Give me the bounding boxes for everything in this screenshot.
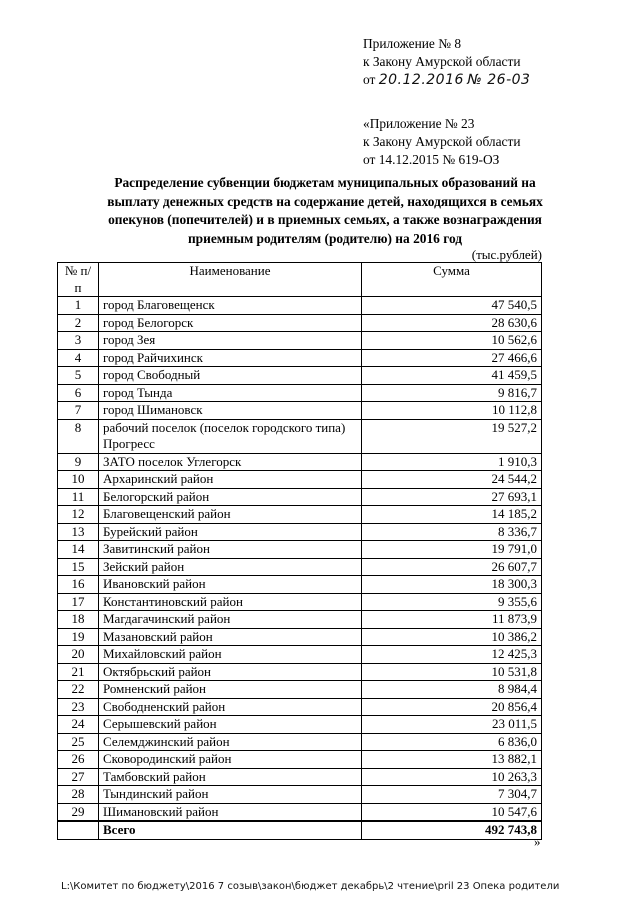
row-name: Тамбовский район	[99, 768, 362, 786]
row-sum: 19 791,0	[362, 541, 542, 559]
row-name: Константиновский район	[99, 593, 362, 611]
row-sum: 19 527,2	[362, 419, 542, 453]
header-sum: Сумма	[362, 263, 542, 297]
table-row	[58, 506, 542, 524]
law-date-line	[363, 71, 530, 89]
row-sum: 28 630,6	[362, 314, 542, 332]
table-row	[58, 611, 542, 629]
row-sum: 10 112,8	[362, 402, 542, 420]
row-name: Ромненский район	[99, 681, 362, 699]
table-row	[58, 453, 542, 471]
row-number: 21	[58, 663, 99, 681]
row-name: город Благовещенск	[99, 297, 362, 315]
total-num	[58, 821, 99, 839]
date-prefix: от	[363, 72, 376, 87]
row-sum: 10 386,2	[362, 628, 542, 646]
title-line-2: выплату денежных средств на содержание детей, находящихся в семьях	[107, 193, 543, 209]
row-number: 3	[58, 332, 99, 350]
row-number: 17	[58, 593, 99, 611]
handwritten-date: 20.12.2016	[378, 72, 464, 88]
handwritten-law-number: № 26-03	[467, 72, 531, 88]
row-name: город Шимановск	[99, 402, 362, 420]
row-number: 11	[58, 488, 99, 506]
row-number: 22	[58, 681, 99, 699]
table-row	[58, 751, 542, 769]
row-name: Бурейский район	[99, 523, 362, 541]
row-name: Октябрьский район	[99, 663, 362, 681]
row-number: 23	[58, 698, 99, 716]
row-sum: 13 882,1	[362, 751, 542, 769]
law-reference: к Закону Амурской области	[363, 54, 521, 69]
quoted-law-reference: к Закону Амурской области	[363, 134, 521, 149]
row-number: 2	[58, 314, 99, 332]
row-sum: 14 185,2	[362, 506, 542, 524]
table-row	[58, 768, 542, 786]
row-name: Тындинский район	[99, 786, 362, 804]
row-sum: 6 836,0	[362, 733, 542, 751]
row-name: рабочий поселок (поселок городского типа) Прогресс	[99, 419, 362, 453]
file-path-footer: L:\Комитет по бюджету\2016 7 созыв\закон\бюджет декабрь\2 чтение\pril 23 Опека родители	[61, 881, 560, 892]
row-sum: 9 355,6	[362, 593, 542, 611]
row-name: Серышевский район	[99, 716, 362, 734]
row-sum: 18 300,3	[362, 576, 542, 594]
table-row	[58, 541, 542, 559]
table-row	[58, 628, 542, 646]
row-number: 10	[58, 471, 99, 489]
units-label: (тыс.рублей)	[471, 247, 542, 262]
row-name: Свободненский район	[99, 698, 362, 716]
row-sum: 1 910,3	[362, 453, 542, 471]
table-row	[58, 733, 542, 751]
document-title	[60, 174, 590, 248]
row-name: Магдагачинский район	[99, 611, 362, 629]
row-number: 7	[58, 402, 99, 420]
row-sum: 20 856,4	[362, 698, 542, 716]
table-row	[58, 471, 542, 489]
table-row	[58, 576, 542, 594]
row-sum: 9 816,7	[362, 384, 542, 402]
row-name: Белогорский район	[99, 488, 362, 506]
row-number: 8	[58, 419, 99, 453]
row-number: 6	[58, 384, 99, 402]
row-number: 19	[58, 628, 99, 646]
table-row	[58, 646, 542, 664]
row-name: Архаринский район	[99, 471, 362, 489]
row-name: город Зея	[99, 332, 362, 350]
quoted-appendix-number: «Приложение № 23	[363, 116, 475, 131]
table-row	[58, 663, 542, 681]
title-line-4: приемным родителям (родителю) на 2016 год	[187, 230, 463, 246]
row-sum: 8 336,7	[362, 523, 542, 541]
row-number: 20	[58, 646, 99, 664]
total-label: Всего	[99, 821, 362, 839]
row-name: Селемджинский район	[99, 733, 362, 751]
row-name: Сковородинский район	[99, 751, 362, 769]
table-row	[58, 297, 542, 315]
row-name: ЗАТО поселок Углегорск	[99, 453, 362, 471]
row-name: город Райчихинск	[99, 349, 362, 367]
row-name: Михайловский район	[99, 646, 362, 664]
row-name: Благовещенский район	[99, 506, 362, 524]
row-sum: 23 011,5	[362, 716, 542, 734]
closing-quote: »	[534, 834, 541, 849]
row-sum: 7 304,7	[362, 786, 542, 804]
row-number: 26	[58, 751, 99, 769]
row-number: 13	[58, 523, 99, 541]
table-row	[58, 558, 542, 576]
row-name: Мазановский район	[99, 628, 362, 646]
table-row	[58, 681, 542, 699]
row-number: 12	[58, 506, 99, 524]
table-row	[58, 419, 542, 453]
table-row	[58, 314, 542, 332]
row-number: 15	[58, 558, 99, 576]
row-sum: 26 607,7	[362, 558, 542, 576]
row-name: город Белогорск	[99, 314, 362, 332]
appendix-header	[363, 35, 530, 89]
row-number: 27	[58, 768, 99, 786]
row-sum: 27 693,1	[362, 488, 542, 506]
header-num: № п/п	[58, 263, 99, 297]
table-row	[58, 402, 542, 420]
quoted-law-date: от 14.12.2015 № 619-ОЗ	[363, 152, 500, 167]
quoted-appendix-header	[363, 115, 521, 169]
distribution-table	[57, 262, 542, 840]
appendix-number: Приложение № 8	[363, 36, 462, 51]
row-number: 9	[58, 453, 99, 471]
row-sum: 27 466,6	[362, 349, 542, 367]
title-line-3: опекунов (попечителей) и в приемных семьях, а также вознаграждения	[108, 212, 542, 227]
table-row	[58, 698, 542, 716]
table-row	[58, 367, 542, 385]
row-number: 4	[58, 349, 99, 367]
row-number: 28	[58, 786, 99, 804]
title-line-1: Распределение субвенции бюджетам муниципальных образований на	[114, 175, 536, 190]
row-number: 5	[58, 367, 99, 385]
row-sum: 41 459,5	[362, 367, 542, 385]
table-row	[58, 786, 542, 804]
row-name: Ивановский район	[99, 576, 362, 594]
header-name: Наименование	[99, 263, 362, 297]
row-sum: 47 540,5	[362, 297, 542, 315]
total-sum: 492 743,8	[362, 821, 542, 839]
row-number: 14	[58, 541, 99, 559]
table-row	[58, 488, 542, 506]
table-header-row	[58, 263, 542, 297]
row-sum: 12 425,3	[362, 646, 542, 664]
row-number: 29	[58, 803, 99, 821]
table-body	[58, 297, 542, 822]
row-sum: 24 544,2	[362, 471, 542, 489]
row-sum: 10 562,6	[362, 332, 542, 350]
row-number: 25	[58, 733, 99, 751]
row-number: 16	[58, 576, 99, 594]
row-number: 24	[58, 716, 99, 734]
row-name: Шимановский район	[99, 803, 362, 821]
row-name: город Тында	[99, 384, 362, 402]
row-sum: 10 547,6	[362, 803, 542, 821]
total-row	[58, 821, 542, 839]
row-sum: 11 873,9	[362, 611, 542, 629]
table-row	[58, 384, 542, 402]
row-name: город Свободный	[99, 367, 362, 385]
row-sum: 8 984,4	[362, 681, 542, 699]
table-row	[58, 803, 542, 821]
table-row	[58, 523, 542, 541]
table-row	[58, 716, 542, 734]
row-sum: 10 263,3	[362, 768, 542, 786]
table-row	[58, 349, 542, 367]
table-row	[58, 593, 542, 611]
row-name: Завитинский район	[99, 541, 362, 559]
row-number: 18	[58, 611, 99, 629]
table-row	[58, 332, 542, 350]
row-number: 1	[58, 297, 99, 315]
row-sum: 10 531,8	[362, 663, 542, 681]
row-name: Зейский район	[99, 558, 362, 576]
